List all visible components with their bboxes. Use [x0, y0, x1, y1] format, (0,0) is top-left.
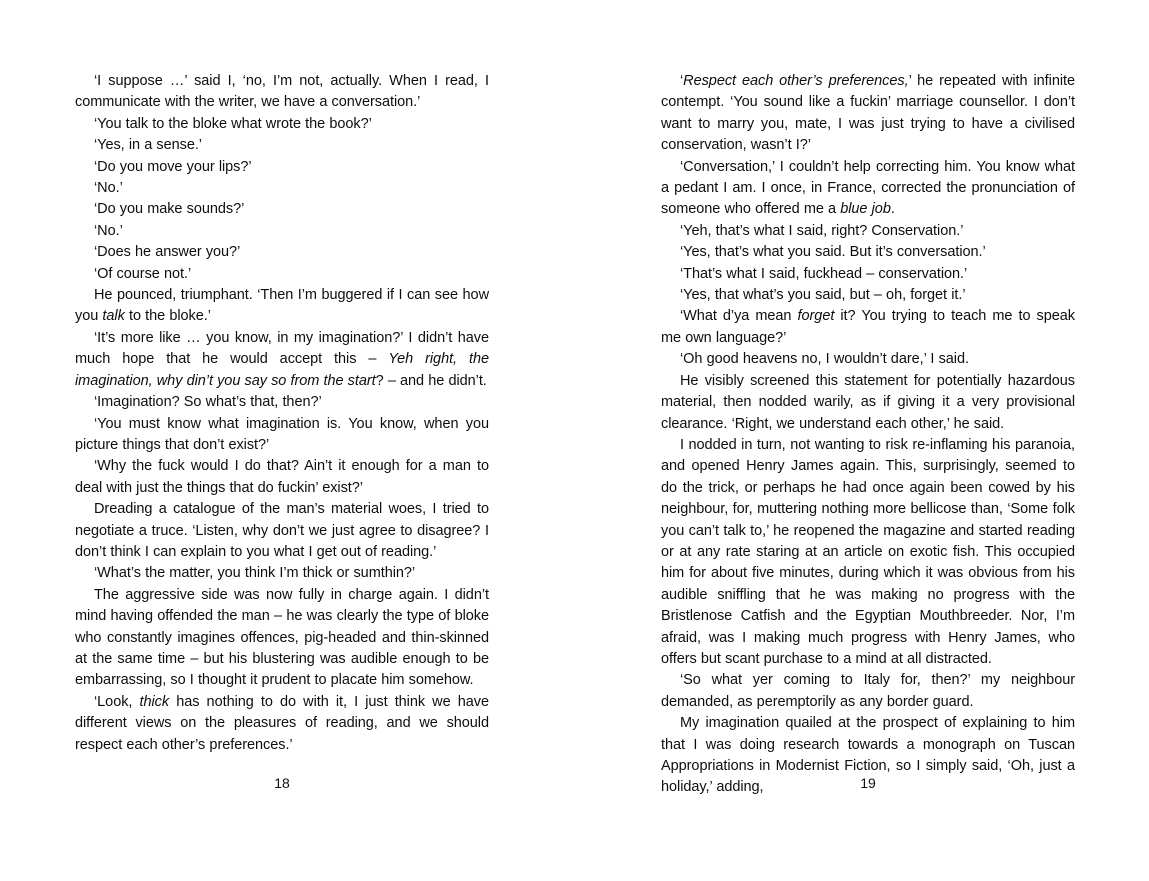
paragraph — [75, 328, 489, 392]
paragraph — [661, 157, 1075, 221]
text-run: has nothing to do with it, I just think we have different views on the pleasures of reading, and we should respect each other’s preferences.’ — [75, 693, 489, 753]
paragraph — [75, 221, 489, 242]
paragraph — [75, 199, 489, 220]
text-run: ‘Do you make sounds?’ — [94, 201, 245, 218]
italic-text: talk — [102, 308, 125, 325]
text-run: to the bloke.’ — [124, 308, 211, 325]
text-run: He pounced, triumphant. ‘Then I’m buggered if I can see how you — [75, 287, 489, 325]
text-run: ‘No.’ — [94, 222, 123, 239]
paragraph — [75, 563, 489, 584]
text-run: I nodded in turn, not wanting to risk re-inflaming his paranoia, and opened Henry James again. This, surprisingly, seemed to do the trick, or perhaps he had once again been cowed by his neighbour, for, muttering nothing more bellicose than, ‘Some folk you can’t talk to,’ he reopened the magazine and started reading or at any rate staring at an article on exotic fish. This occupied him for about five minutes, during which it was obvious from his audible sniffling that he was making no progress with the Bristlenose Catfish and the Egyptian Mouthbreeder. Nor, I’m afraid, was I making much progress with Henry James, who offers but scant purchase to a mind at all distracted. — [661, 436, 1075, 667]
italic-text: blue job — [840, 201, 891, 218]
text-run: ‘Imagination? So what’s that, then?’ — [94, 394, 322, 411]
paragraph — [75, 692, 489, 756]
page-left-text — [75, 71, 489, 756]
text-run: Dreading a catalogue of the man’s material woes, I tried to negotiate a truce. ‘Listen, why don’t we just agree to disagree? I don’t think I can explain to you what I get out of reading.’ — [75, 501, 489, 560]
text-run: ‘Yes, in a sense.’ — [94, 137, 202, 154]
paragraph — [75, 157, 489, 178]
text-run: ‘Yes, that what’s you said, but – oh, forget it.’ — [680, 287, 966, 304]
text-run: ‘Do you move your lips?’ — [94, 158, 252, 175]
paragraph — [75, 71, 489, 114]
italic-text: forget — [797, 308, 835, 325]
page-right-text — [661, 71, 1075, 799]
text-run: ‘You must know what imagination is. You know, when you picture things that don’t exist?’ — [75, 415, 489, 453]
page-number-right: 19 — [860, 775, 876, 791]
paragraph — [75, 242, 489, 263]
paragraph — [75, 135, 489, 156]
text-run: ’ he repeated with infinite contempt. ‘You sound like a fuckin’ marriage counsellor. I don’t want to marry you, mate, I was just trying to have a civilised conservation, wasn’t I?’ — [661, 73, 1075, 154]
paragraph — [661, 242, 1075, 263]
text-run: ‘What d’ya mean — [680, 308, 798, 325]
paragraph — [75, 392, 489, 413]
paragraph — [75, 585, 489, 692]
text-run: ‘Yeh, that’s what I said, right? Conservation.’ — [680, 222, 964, 239]
page-left — [75, 0, 489, 881]
text-run: ‘No.’ — [94, 180, 123, 197]
text-run: ‘Does he answer you?’ — [94, 244, 241, 261]
text-run: The aggressive side was now fully in charge again. I didn’t mind having offended the man – he was clearly the type of bloke who constantly imagines offences, pig-headed and thin-skinned at the same time – but his blustering was audible enough to be embarrassing, so I thought it prudent to placate him somehow. — [75, 586, 489, 689]
paragraph — [75, 499, 489, 563]
paragraph — [75, 178, 489, 199]
page-right — [661, 0, 1075, 881]
text-run: ‘Of course not.’ — [94, 265, 192, 282]
paragraph — [75, 414, 489, 457]
text-run: ‘You talk to the bloke what wrote the book?’ — [94, 115, 372, 132]
text-run: My imagination quailed at the prospect of explaining to him that I was doing research towards a monograph on Tuscan Appropriations in Modernist Fiction, so I simply said, ‘Oh, just a holiday,’ adding, — [661, 715, 1075, 796]
paragraph — [661, 670, 1075, 713]
paragraph — [661, 349, 1075, 370]
page-number-left: 18 — [274, 775, 290, 791]
paragraph — [75, 264, 489, 285]
paragraph — [75, 285, 489, 328]
paragraph — [661, 264, 1075, 285]
paragraph — [661, 435, 1075, 670]
text-run: ‘What’s the matter, you think I’m thick or sumthin?’ — [94, 565, 416, 582]
text-run: ? – and he didn’t. — [375, 372, 487, 389]
paragraph — [661, 71, 1075, 157]
text-run: ‘I suppose …’ said I, ‘no, I’m not, actually. When I read, I communicate with the writer, we have a conversation.’ — [75, 73, 489, 111]
text-run: ‘Yes, that’s what you said. But it’s conversation.’ — [680, 244, 986, 261]
paragraph — [661, 371, 1075, 435]
italic-text: Yeh right, the imagination, why din’t you say so from the start — [75, 351, 489, 389]
text-run: . — [890, 201, 895, 218]
text-run: ‘It’s more like … you know, in my imagination?’ I didn’t have much hope that he would accept this – — [75, 329, 489, 368]
text-run: it? You trying to teach me to speak me own language?’ — [661, 308, 1076, 346]
text-run: ‘Look, — [94, 693, 140, 710]
text-run: ‘That’s what I said, fuckhead – conservation.’ — [680, 265, 968, 282]
text-run: ‘Why the fuck would I do that? Ain’t it enough for a man to deal with just the things that do fuckin’ exist?’ — [75, 458, 489, 496]
italic-text: thick — [139, 693, 170, 710]
paragraph — [75, 456, 489, 499]
paragraph — [661, 306, 1075, 349]
text-run: He visibly screened this statement for potentially hazardous material, then nodded warily, as if giving it a very provisional clearance. ‘Right, we understand each other,’ he said. — [661, 372, 1075, 432]
italic-text: Respect each other’s preferences, — [683, 73, 909, 89]
paragraph — [661, 221, 1075, 242]
text-run: ‘Oh good heavens no, I wouldn’t dare,’ I said. — [680, 351, 969, 368]
text-run: ‘So what yer coming to Italy for, then?’ my neighbour demanded, as peremptorily as any border guard. — [661, 672, 1075, 710]
paragraph — [75, 114, 489, 135]
text-run: ‘Conversation,’ I couldn’t help correcting him. You know what a pedant I am. I once, in France, corrected the pronunciation of someone who offered me a — [661, 158, 1075, 218]
text-run: ‘ — [680, 73, 684, 89]
paragraph — [661, 285, 1075, 306]
